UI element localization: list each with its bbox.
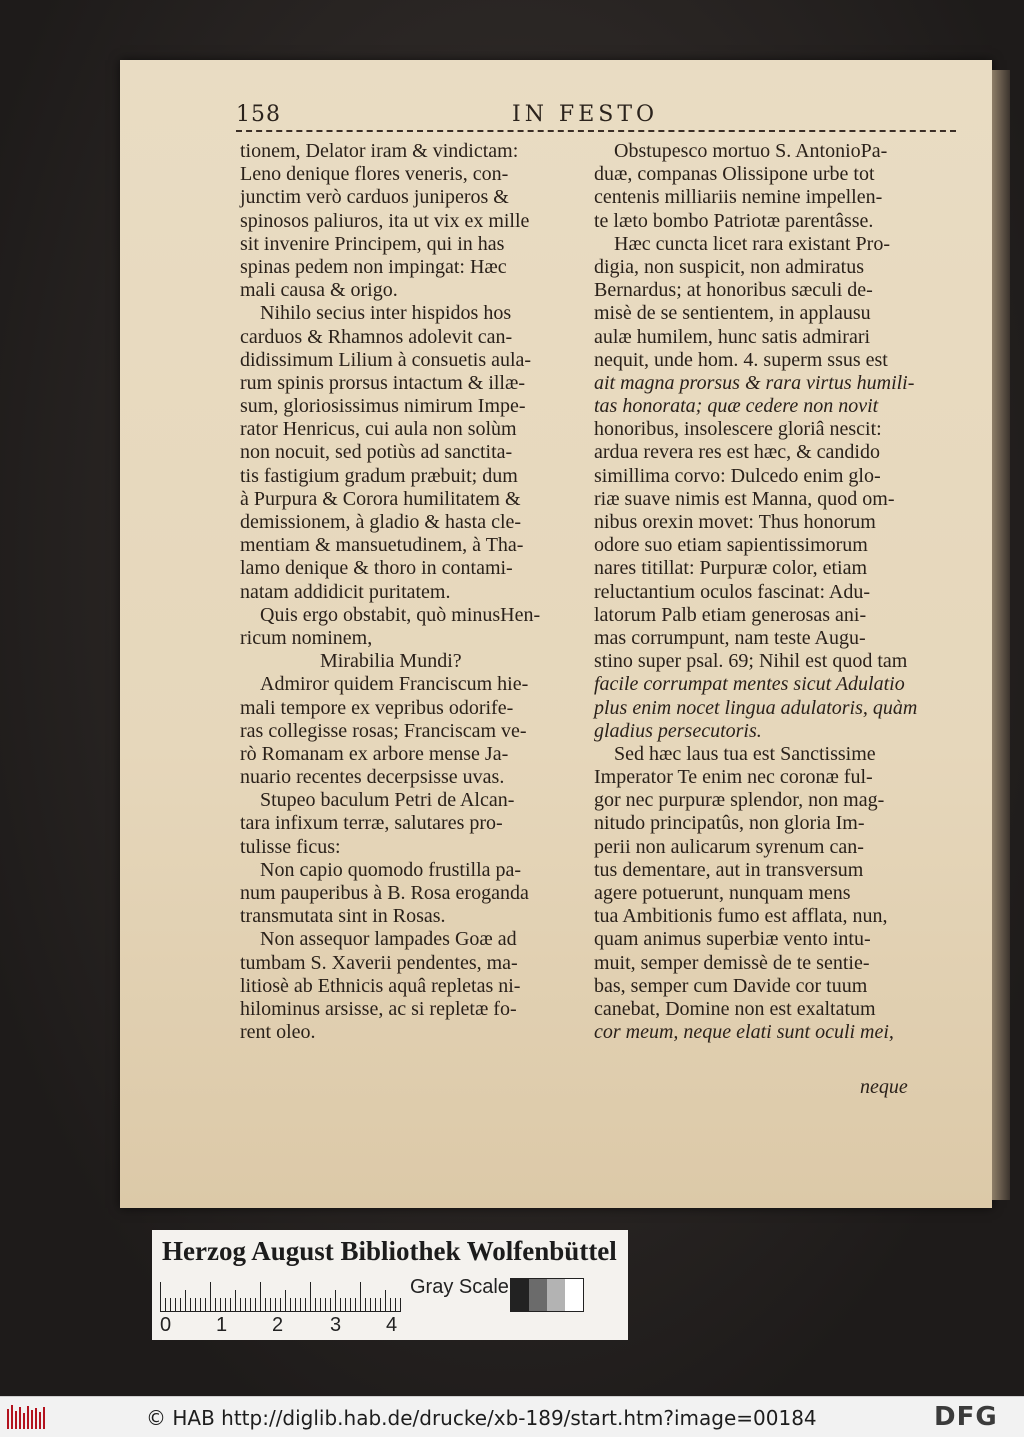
scale-number: 4 [386,1314,398,1336]
ruler-tick [255,1298,256,1312]
ruler-tick [315,1298,316,1312]
text-line: Mirabilia Mundi? [320,650,462,673]
ruler-tick [245,1298,246,1312]
ruler-tick [395,1298,396,1312]
ruler-tick [215,1298,216,1312]
text-line: duæ, companas Olissipone urbe tot [594,163,875,186]
text-line: tionem, Delator iram & vindictam: [240,140,519,162]
text-line: à Purpura & Corora humilitatem & [240,487,521,510]
text-line: bas, semper cum Davide cor tuum [594,974,868,997]
text-line: rò Romanam ex arbore mense Ja- [240,742,509,765]
ruler-tick [370,1298,371,1312]
grayscale-label: Gray Scale [410,1276,509,1298]
text-line: perii non aulicarum syrenum can- [594,835,864,858]
text-line: Imperator Te enim nec coronæ ful- [594,766,873,789]
hab-logo-icon[interactable] [6,1403,46,1431]
text-line: cor meum, neque elati sunt oculi mei, [594,1021,894,1044]
scale-number: 3 [330,1314,342,1336]
text-line: rum spinis prorsus intactum & illæ- [240,371,525,394]
text-line: nibus orexin movet: Thus honorum [594,511,876,533]
ruler-tick [185,1290,186,1312]
text-line: latorum Palb etiam generosas ani- [594,603,867,626]
text-line: didissimum Lilium à consuetis aula- [240,348,532,371]
text-line: transmutata sint in Rosas. [240,905,446,928]
ruler-tick [190,1298,191,1312]
text-line: honoribus, insolescere gloriâ nescit: [594,418,882,441]
text-line: tus dementare, aut in transversum [594,858,864,881]
scale-number: 1 [216,1314,228,1336]
page-header [236,100,956,134]
text-line: hilominus arsisse, ac si repletæ fo- [240,997,517,1020]
ruler-tick [310,1282,311,1312]
ruler-tick [320,1298,321,1312]
ruler-tick [225,1298,226,1312]
text-line: simillima corvo: Dulcedo enim glo- [594,464,881,487]
library-label [152,1230,628,1340]
ruler-tick [375,1298,376,1312]
text-line: te læto bombo Patriotæ parentâsse. [594,209,874,232]
text-line: riæ suave nimis est Manna, quod om- [594,487,895,510]
ruler-tick [380,1298,381,1312]
ruler-tick [205,1298,206,1312]
text-line: rator Henricus, cui aula non solùm [240,418,517,441]
ruler-tick [240,1298,241,1312]
footer-bar [0,1396,1024,1437]
ruler-tick [200,1298,201,1312]
text-line: natam addidicit puritatem. [240,580,451,603]
ruler-tick [260,1282,261,1312]
ruler-tick [330,1298,331,1312]
text-line: Non assequor lampades Goæ ad [260,928,517,951]
text-line: spinas pedem non impingat: Hæc [240,255,507,278]
text-line: stino super psal. 69; Nihil est quod tam [594,650,908,673]
text-line: digia, non suspicit, non admiratus [594,255,864,278]
ruler-tick [265,1298,266,1312]
text-line: Hæc cuncta licet rara existant Pro- [614,232,890,255]
text-line: Bernardus; at honoribus sæculi de- [594,279,873,302]
page-number: 158 [236,102,281,127]
text-line: agere potuerunt, nunquam mens [594,882,851,904]
ruler-tick [305,1298,306,1312]
text-line: facile corrumpat mentes sicut Adulatio [594,673,905,696]
ruler-tick [280,1298,281,1312]
text-line: non nocuit, sed potiùs ad sanctita- [240,441,513,464]
text-line: demissionem, à gladio & hasta cle- [240,511,522,533]
ruler-tick [165,1298,166,1312]
catchword: neque [860,1076,908,1098]
text-line: tas honorata; quæ cedere non novit [594,395,879,418]
text-line: litiosè ab Ethnicis aquâ repletas ni- [240,974,521,997]
gray-swatch [547,1279,565,1311]
text-line: muit, semper demissè de te sentie- [594,951,870,974]
text-line: Quis ergo obstabit, quò minusHen- [260,603,541,626]
text-line: mali tempore ex vepribus odorife- [240,696,514,719]
ruler-tick [300,1298,301,1312]
text-line: tumbam S. Xaverii pendentes, ma- [240,951,518,974]
text-line: tis fastigium gradum præbuit; dum [240,464,518,487]
text-line: ait magna prorsus & rara virtus humili- [594,371,915,394]
text-line: junctim verò carduos juniperos & [240,186,509,209]
ruler-tick [345,1298,346,1312]
ruler-tick [290,1298,291,1312]
text-line: Nihilo secius inter hispidos hos [260,302,512,325]
dfg-logo[interactable]: DFG [934,1402,998,1432]
text-line: misè de se sentientem, in applausu [594,302,871,325]
text-line: tua Ambitionis fumo est afflata, nun, [594,905,888,928]
header-rule [236,130,956,132]
text-line: centenis milliariis nemine impellen- [594,186,883,209]
ruler-tick [170,1298,171,1312]
ruler-tick [235,1290,236,1312]
text-line: ricum nominem, [240,626,373,649]
text-line: tara infixum terræ, salutares pro- [240,812,503,835]
text-line: lamo denique & thoro in contami- [240,557,513,580]
text-line: aulæ humilem, hunc satis admirari [594,325,871,348]
text-column-right [594,140,944,1044]
scale-number: 2 [272,1314,284,1336]
ruler-tick [340,1298,341,1312]
text-line: nequit, unde hom. 4. superm ssus est [594,348,888,371]
text-line: plus enim nocet lingua adulatoris, quàm [594,696,918,719]
gray-swatch [565,1279,583,1311]
ruler-tick [335,1290,336,1312]
text-column-left [240,140,584,1044]
text-line: nitudo principatûs, non gloria Im- [594,812,865,835]
text-line: Leno denique flores veneris, con- [240,163,509,186]
ruler-tick [180,1298,181,1312]
text-line: spinosos paliuros, ita ut vix ex mille [240,209,530,232]
ruler-tick [220,1298,221,1312]
text-line: Admiror quidem Franciscum hie- [260,673,529,696]
page-edge [992,70,1010,1200]
gray-swatch [529,1279,547,1311]
ruler-tick [270,1298,271,1312]
running-title: IN FESTO [512,102,659,127]
ruler-tick [385,1290,386,1312]
text-line: carduos & Rhamnos adolevit can- [240,325,513,348]
ruler-tick [400,1298,401,1312]
text-line: ras collegisse rosas; Franciscam ve- [240,719,527,742]
text-line: num pauperibus à B. Rosa eroganda [240,882,529,904]
text-line: rent oleo. [240,1021,316,1044]
text-line: Non capio quomodo frustilla pa- [260,858,522,881]
gray-swatch [511,1279,529,1311]
text-line: gor nec purpuræ splendor, non mag- [594,789,885,812]
ruler-tick [160,1282,161,1312]
text-line: reluctantium oculos fascinat: Adu- [594,580,871,603]
text-line: mas corrumpunt, nam teste Augu- [594,626,866,649]
text-line: quam animus superbiæ vento intu- [594,928,871,951]
ruler-tick [195,1298,196,1312]
ruler-tick [230,1298,231,1312]
text-line: ardua revera res est hæc, & candido [594,441,880,464]
ruler-tick [250,1298,251,1312]
text-line: mali causa & origo. [240,279,398,302]
ruler-tick [360,1282,361,1312]
text-line: nares titillat: Purpuræ color, etiam [594,557,868,580]
grayscale-bar [510,1278,584,1312]
ruler-tick [285,1290,286,1312]
text-line: odore suo etiam sapientissimorum [594,534,868,557]
text-line: sit invenire Principem, qui in has [240,232,505,255]
ruler-tick [175,1298,176,1312]
text-line: tulisse ficus: [240,835,341,858]
text-line: canebat, Domine non est exaltatum [594,997,876,1020]
copyright-link[interactable]: © HAB http://diglib.hab.de/drucke/xb-189/start.htm?image=00184 [146,1406,817,1430]
ruler-tick [295,1298,296,1312]
ruler-tick [390,1298,391,1312]
text-line: Sed hæc laus tua est Sanctissime [614,742,876,765]
text-line: nuario recentes decerpsisse uvas. [240,766,505,789]
ruler-tick [325,1298,326,1312]
ruler-tick [365,1298,366,1312]
text-line: Stupeo baculum Petri de Alcan- [260,789,515,812]
scale-number: 0 [160,1314,172,1336]
ruler-tick [275,1298,276,1312]
text-line: Obstupesco mortuo S. AntonioPa- [614,140,888,162]
text-line: mentiam & mansuetudinem, à Tha- [240,534,524,557]
ruler-tick [355,1298,356,1312]
text-line: gladius persecutoris. [594,719,762,742]
ruler-tick [350,1298,351,1312]
scale-ruler [160,1278,400,1312]
text-line: sum, gloriosissimus nimirum Impe- [240,395,526,418]
library-name: Herzog August Bibliothek Wolfenbüttel [162,1236,617,1266]
ruler-tick [210,1282,211,1312]
